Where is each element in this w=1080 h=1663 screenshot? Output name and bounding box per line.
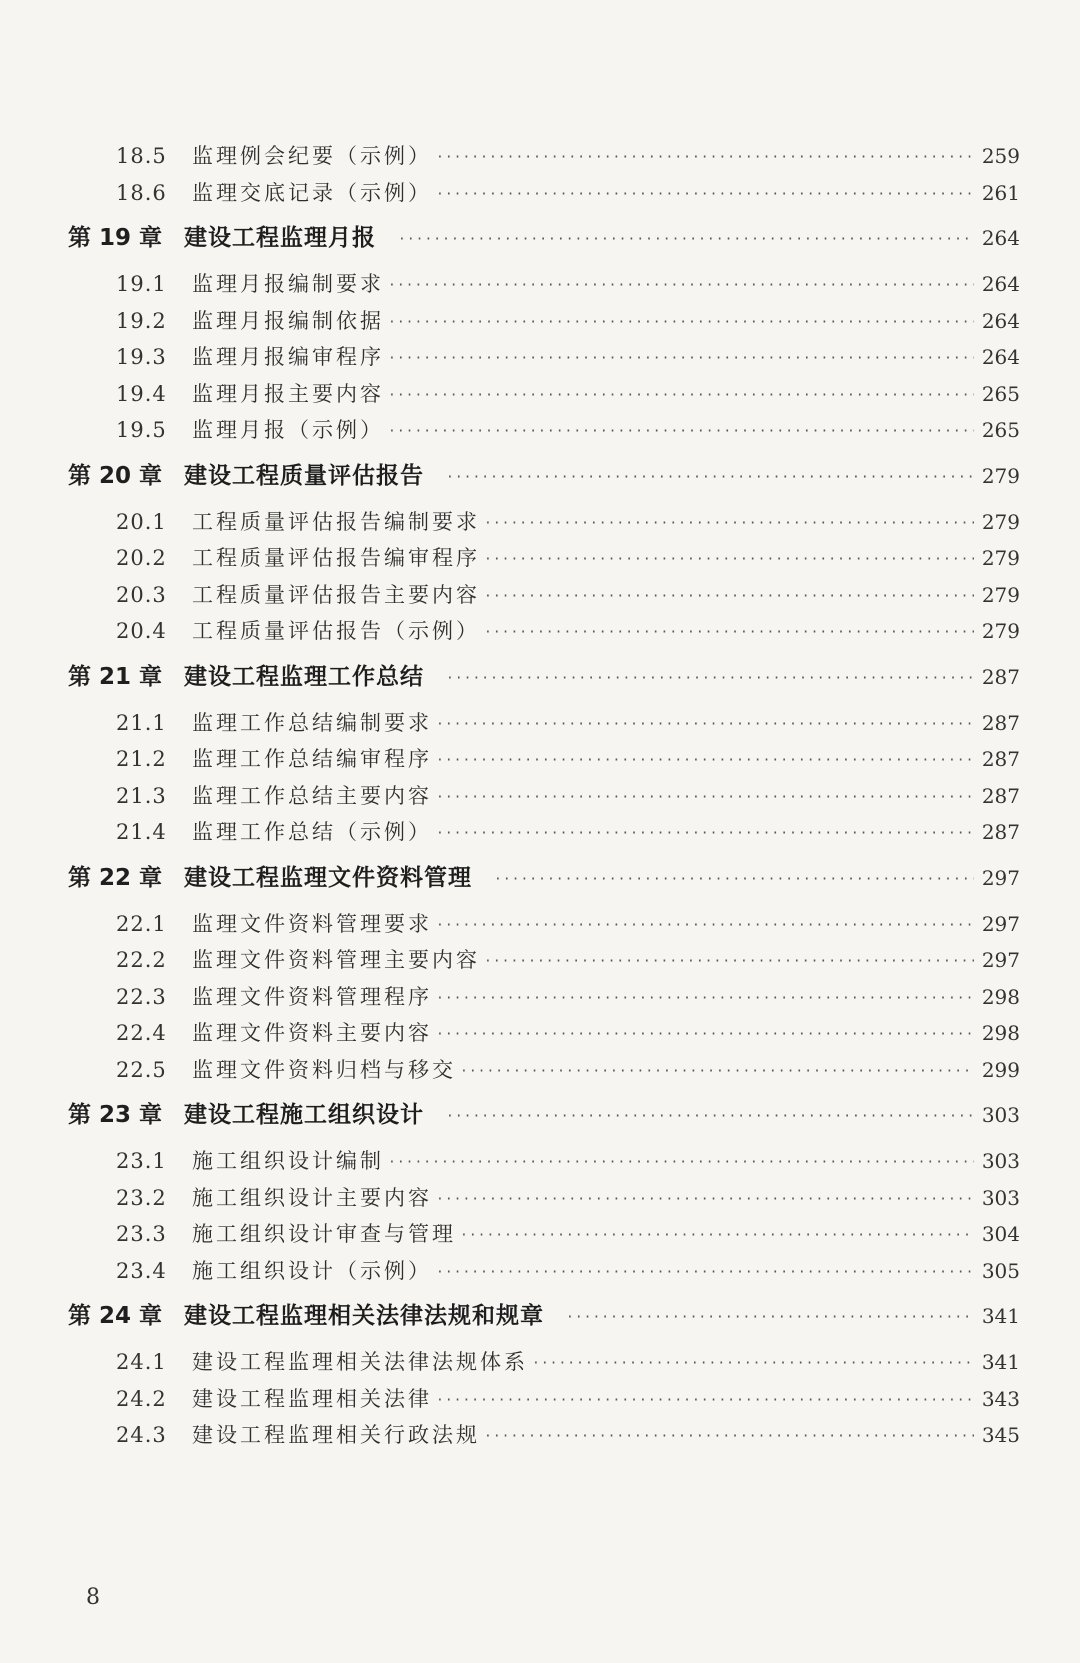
toc-section-entry[interactable] [68,613,1020,650]
entry-title: 监理月报编审程序 [192,345,384,369]
toc-chapter-entry[interactable] [68,449,1020,504]
entry-title: 建设工程监理相关法律法规体系 [192,1350,528,1374]
toc-chapter-entry[interactable] [68,851,1020,906]
entry-title: 建设工程监理相关法律 [192,1386,432,1411]
entry-page-number: 279 [981,619,1020,643]
entry-number: 20.4 [116,619,167,643]
toc-section-entry[interactable] [68,1417,1020,1454]
entry-page-number: 279 [981,546,1020,570]
entry-title: 监理工作总结编制要求 [192,710,432,735]
entry-page-number: 279 [981,509,1020,534]
entry-title: 施工组织设计审查与管理 [192,1222,456,1246]
entry-number: 19.3 [116,345,167,369]
toc-section-entry[interactable] [68,1381,1020,1418]
entry-page-number: 298 [981,1021,1020,1045]
entry-title: 监理文件资料管理主要内容 [192,948,480,972]
entry-number: 23.1 [116,1149,167,1173]
entry-number: 23.2 [116,1185,167,1210]
entry-title: 监理月报（示例） [192,418,384,442]
entry-number: 第 21 章 [68,663,163,690]
entry-page-number: 264 [981,345,1020,369]
toc-section-entry[interactable] [68,138,1020,175]
entry-page-number: 341 [981,1304,1020,1328]
dot-leader [566,1290,974,1345]
dot-leader [436,816,974,853]
toc-section-entry[interactable] [68,175,1020,212]
toc-chapter-entry[interactable] [68,1088,1020,1143]
dot-leader [484,506,974,543]
dot-leader [388,378,974,415]
entry-number: 21.4 [116,820,167,844]
entry-page-number: 305 [981,1258,1020,1283]
entry-page-number: 287 [981,747,1020,771]
entry-page-number: 287 [981,783,1020,808]
entry-number: 18.5 [116,144,167,168]
entry-page-number: 303 [981,1185,1020,1210]
entry-title: 施工组织设计编制 [192,1149,384,1173]
entry-title: 监理文件资料管理要求 [192,911,432,936]
toc-section-entry[interactable] [68,1143,1020,1180]
entry-page-number: 279 [981,582,1020,607]
entry-page-number: 304 [981,1222,1020,1246]
entry-page-number: 265 [981,381,1020,406]
entry-number: 24.3 [116,1423,167,1447]
entry-number: 第 20 章 [68,462,163,489]
toc-section-entry[interactable] [68,266,1020,303]
entry-number: 21.2 [116,747,167,771]
dot-leader [446,651,974,706]
entry-title: 监理文件资料主要内容 [192,1021,432,1045]
dot-leader [436,908,974,945]
entry-page-number: 259 [981,144,1020,168]
entry-number: 19.2 [116,308,167,333]
toc-section-entry[interactable] [68,1015,1020,1052]
entry-number: 20.2 [116,546,167,570]
entry-number: 23.3 [116,1222,167,1246]
toc-section-entry[interactable] [68,303,1020,340]
entry-number: 22.4 [116,1021,167,1045]
dot-leader [436,177,974,214]
entry-title: 监理例会纪要（示例） [192,144,432,168]
entry-page-number: 264 [981,272,1020,296]
dot-leader [388,1145,974,1182]
toc-section-entry[interactable] [68,540,1020,577]
entry-title: 监理月报主要内容 [192,381,384,406]
toc-section-entry[interactable] [68,906,1020,943]
entry-number: 第 19 章 [68,225,163,251]
page-number: 8 [86,1585,100,1610]
entry-page-number: 264 [981,308,1020,333]
dot-leader [484,615,974,652]
entry-title: 建设工程监理月报 [184,225,376,251]
entry-title: 施工组织设计（示例） [192,1258,432,1283]
entry-title: 施工组织设计主要内容 [192,1185,432,1210]
dot-leader [388,268,974,305]
entry-title: 建设工程施工组织设计 [184,1102,424,1128]
toc-section-entry[interactable] [68,1253,1020,1290]
entry-page-number: 264 [981,226,1020,250]
dot-leader [436,981,974,1018]
entry-title: 监理工作总结编审程序 [192,747,432,771]
entry-title: 监理文件资料归档与移交 [192,1057,456,1082]
dot-leader [436,1017,974,1054]
toc-section-entry[interactable] [68,376,1020,413]
entry-page-number: 287 [981,820,1020,844]
toc-section-entry[interactable] [68,1180,1020,1217]
entry-page-number: 261 [981,180,1020,205]
entry-page-number: 297 [981,911,1020,936]
entry-page-number: 343 [981,1386,1020,1411]
toc-section-entry[interactable] [68,979,1020,1016]
entry-page-number: 341 [981,1350,1020,1374]
dot-leader [436,1182,974,1219]
dot-leader [446,450,974,505]
entry-title: 工程质量评估报告（示例） [192,619,480,643]
entry-number: 22.2 [116,948,167,972]
toc-chapter-entry[interactable] [68,1289,1020,1344]
entry-title: 工程质量评估报告编制要求 [192,509,480,534]
entry-title: 工程质量评估报告主要内容 [192,582,480,607]
dot-leader [436,140,974,177]
dot-leader [388,305,974,342]
entry-title: 监理交底记录（示例） [192,180,432,205]
entry-page-number: 279 [981,463,1020,488]
entry-number: 24.1 [116,1350,167,1374]
entry-title: 监理工作总结（示例） [192,820,432,844]
dot-leader [436,780,974,817]
entry-page-number: 265 [981,418,1020,442]
entry-page-number: 297 [981,948,1020,972]
entry-number: 第 24 章 [68,1303,163,1329]
entry-page-number: 303 [981,1149,1020,1173]
dot-leader [388,341,974,378]
entry-page-number: 299 [981,1057,1020,1082]
dot-leader [436,1383,974,1420]
toc-section-entry[interactable] [68,705,1020,742]
toc-section-entry[interactable] [68,412,1020,449]
dot-leader [484,579,974,616]
entry-title: 建设工程质量评估报告 [184,462,424,489]
toc-section-entry[interactable] [68,1052,1020,1089]
dot-leader [436,1255,974,1292]
entry-page-number: 303 [981,1103,1020,1127]
dot-leader [494,852,974,907]
toc-section-entry[interactable] [68,814,1020,851]
entry-page-number: 298 [981,984,1020,1009]
entry-number: 22.1 [116,911,167,936]
entry-title: 建设工程监理相关法律法规和规章 [184,1303,544,1329]
toc-section-entry[interactable] [68,1216,1020,1253]
dot-leader [388,414,974,451]
entry-number: 19.1 [116,272,167,296]
entry-number: 22.3 [116,984,167,1009]
entry-title: 监理文件资料管理程序 [192,984,432,1009]
dot-leader [484,1419,974,1456]
entry-page-number: 287 [981,710,1020,735]
entry-number: 20.1 [116,509,167,534]
entry-number: 18.6 [116,180,167,205]
toc-chapter-entry[interactable] [68,211,1020,266]
entry-title: 监理工作总结主要内容 [192,783,432,808]
entry-number: 21.3 [116,783,167,808]
entry-number: 19.5 [116,418,167,442]
entry-title: 监理月报编制要求 [192,272,384,296]
entry-number: 20.3 [116,582,167,607]
dot-leader [398,212,974,267]
entry-title: 监理月报编制依据 [192,308,384,333]
entry-page-number: 297 [981,865,1020,890]
entry-number: 21.1 [116,710,167,735]
toc-section-entry[interactable] [68,741,1020,778]
entry-title: 建设工程监理工作总结 [184,663,424,690]
dot-leader [532,1346,974,1383]
entry-number: 第 22 章 [68,864,163,891]
dot-leader [436,707,974,744]
entry-title: 工程质量评估报告编审程序 [192,546,480,570]
entry-page-number: 345 [981,1423,1020,1447]
toc-section-entry[interactable] [68,942,1020,979]
entry-number: 24.2 [116,1386,167,1411]
dot-leader [446,1089,974,1144]
entry-number: 23.4 [116,1258,167,1283]
entry-title: 建设工程监理文件资料管理 [184,864,472,891]
toc-section-entry[interactable] [68,504,1020,541]
toc-section-entry[interactable] [68,778,1020,815]
entry-number: 第 23 章 [68,1102,163,1128]
dot-leader [460,1218,974,1255]
entry-title: 建设工程监理相关行政法规 [192,1423,480,1447]
entry-number: 22.5 [116,1057,167,1082]
toc-section-entry[interactable] [68,1344,1020,1381]
entry-page-number: 287 [981,664,1020,689]
dot-leader [484,542,974,579]
toc-chapter-entry[interactable] [68,650,1020,705]
entry-number: 19.4 [116,381,167,406]
dot-leader [436,743,974,780]
table-of-contents [68,138,1020,1454]
toc-section-entry[interactable] [68,339,1020,376]
dot-leader [484,944,974,981]
dot-leader [460,1054,974,1091]
toc-section-entry[interactable] [68,577,1020,614]
